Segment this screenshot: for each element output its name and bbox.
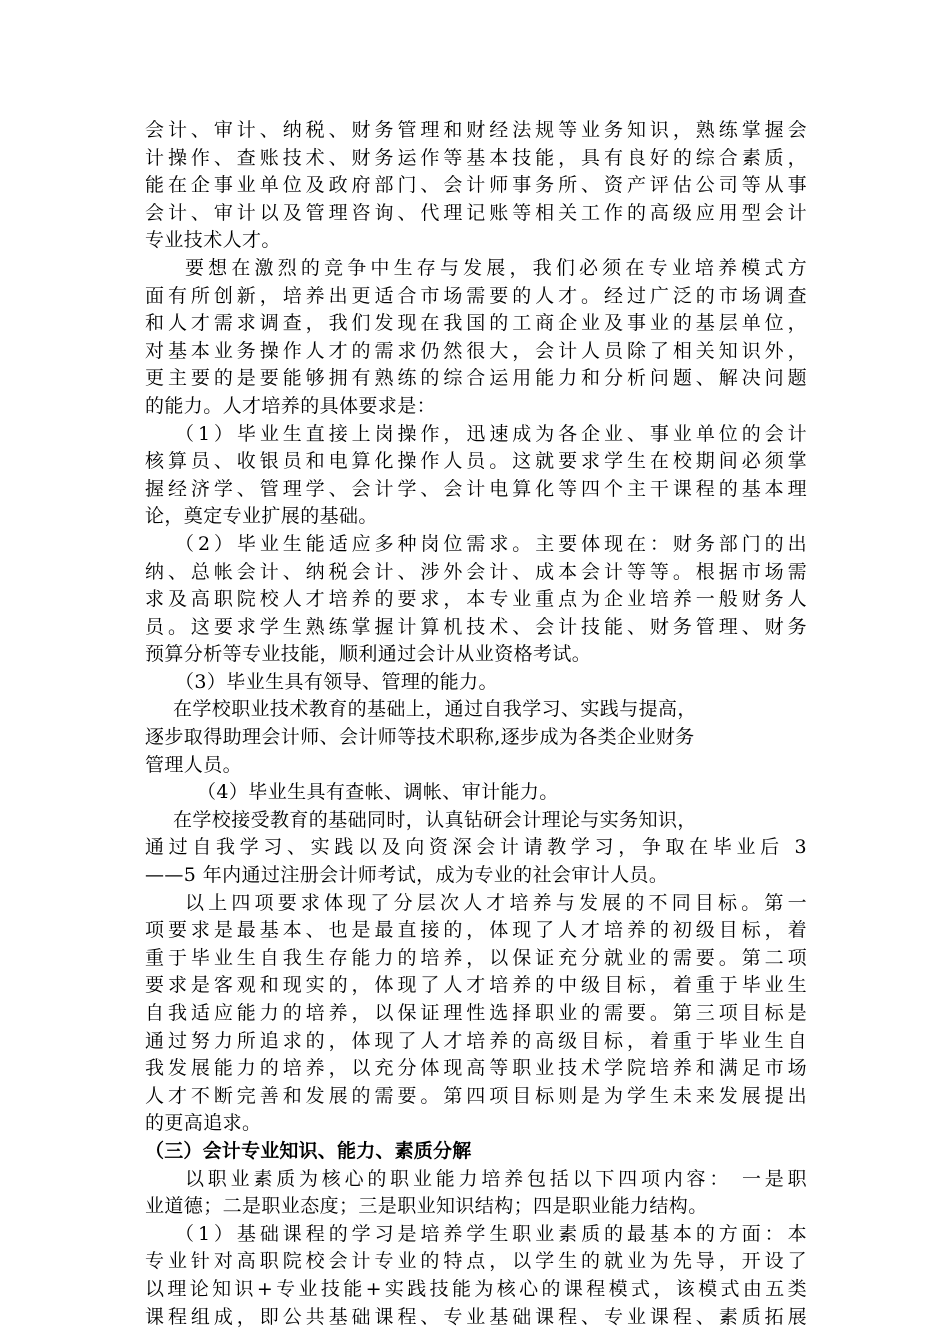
text-line: 以理论知识+专业技能+实践技能为核心的课程模式，该模式由五类 (145, 1277, 807, 1300)
text-line: 人才不断完善和发展的需要。第四项目标则是为学生未来发展提出 (145, 1084, 807, 1107)
text-line: 我发展能力的培养，以充分体现高等职业技术学院培养和满足市场 (145, 1057, 807, 1080)
text-line: 计操作、查账技术、财务运作等基本技能，具有良好的综合素质， (145, 146, 807, 169)
text-line: 会计、审计、纳税、财务管理和财经法规等业务知识，熟练掌握会 (145, 119, 807, 141)
text-line: 自我适应能力的培养，以保证理性选择职业的需要。第三项目标是 (145, 1002, 807, 1024)
text-line: 能在企事业单位及政府部门、会计师事务所、资产评估公司等从事 (145, 174, 807, 197)
text-line: 重于毕业生自我生存能力的培养，以保证充分就业的需要。第二项 (145, 946, 807, 969)
text-line: 更主要的是要能够拥有熟练的综合运用能力和分析问题、解决问题 (145, 367, 807, 390)
text-line: 面有所创新，培养出更适合市场需要的人才。经过广泛的市场调查 (145, 284, 807, 307)
text-line: 核算员、收银员和电算化操作人员。这就要求学生在校期间必须掌 (145, 450, 807, 473)
section-heading: （三）会计专业知识、能力、素质分解 (145, 1139, 472, 1162)
text-line: 纳、总帐会计、纳税会计、涉外会计、成本会计等等。根据市场需 (145, 560, 807, 583)
text-line: ——5 年内通过注册会计师考试，成为专业的社会审计人员。 (145, 864, 669, 887)
text-line: 业道德；二是职业态度；三是职业知识结构；四是职业能力结构。 (145, 1195, 708, 1218)
text-line: 会计、审计以及管理咨询、代理记账等相关工作的高级应用型会计 (145, 201, 807, 224)
text-line: 论，奠定专业扩展的基础。 (145, 505, 378, 528)
text-line: （1）基础课程的学习是培养学生职业素质的最基本的方面：本 (175, 1222, 807, 1245)
text-line: 在学校接受教育的基础同时，认真钻研会计理论与实务知识， (173, 808, 697, 831)
text-line: （2）毕业生能适应多种岗位需求。主要体现在：财务部门的出 (175, 532, 807, 555)
text-line: 的更高追求。 (145, 1112, 262, 1135)
text-line: 项要求是最基本、也是最直接的，体现了人才培养的初级目标，着 (145, 919, 807, 942)
text-line: 以职业素质为核心的职业能力培养包括以下四项内容： 一是职 (185, 1167, 807, 1190)
text-line: 专业技术人才。 (145, 229, 281, 252)
text-line: 逐步取得助理会计师、会计师等技术职称,逐步成为各类企业财务 (145, 726, 695, 749)
text-line: 要求是客观和现实的，体现了人才培养的中级目标，着重于毕业生 (145, 974, 807, 997)
text-line: 在学校职业技术教育的基础上，通过自我学习、实践与提高， (173, 698, 697, 721)
text-line: 专业针对高职院校会计专业的特点，以学生的就业为先导，开设了 (145, 1250, 807, 1273)
text-line: 课程组成，即公共基础课程、专业基础课程、专业课程、素质拓展 (145, 1305, 807, 1328)
text-line: 和人才需求调查，我们发现在我国的工商企业及事业的基层单位， (145, 312, 807, 335)
text-line: 求及高职院校人才培养的要求，本专业重点为企业培养一般财务人 (145, 588, 807, 611)
text-line: 要想在激烈的竞争中生存与发展，我们必须在专业培养模式方 (185, 256, 807, 279)
document-body (145, 117, 807, 1331)
text-line: 以上四项要求体现了分层次人才培养与发展的不同目标。第一 (185, 891, 807, 914)
text-line: 对基本业务操作人才的需求仍然很大，会计人员除了相关知识外， (145, 339, 807, 362)
text-line: 员。这要求学生熟练掌握计算机技术、会计技能、财务管理、财务 (145, 615, 807, 638)
text-line: 管理人员。 (145, 753, 243, 776)
text-line: 通过自我学习、实践以及向资深会计请教学习，争取在毕业后 3 (145, 836, 807, 859)
text-line: （1）毕业生直接上岗操作，迅速成为各企业、事业单位的会计 (175, 422, 807, 445)
text-line: 的能力。人才培养的具体要求是： (145, 394, 437, 417)
text-line: 握经济学、管理学、会计学、会计电算化等四个主干课程的基本理 (145, 477, 807, 500)
text-line: （4）毕业生具有查帐、调帐、审计能力。 (197, 781, 559, 804)
text-line: 预算分析等专业技能，顺利通过会计从业资格考试。 (145, 643, 592, 666)
text-line: （3）毕业生具有领导、管理的能力。 (175, 670, 498, 693)
text-line: 通过努力所追求的，体现了人才培养的高级目标，着重于毕业生自 (145, 1029, 807, 1052)
